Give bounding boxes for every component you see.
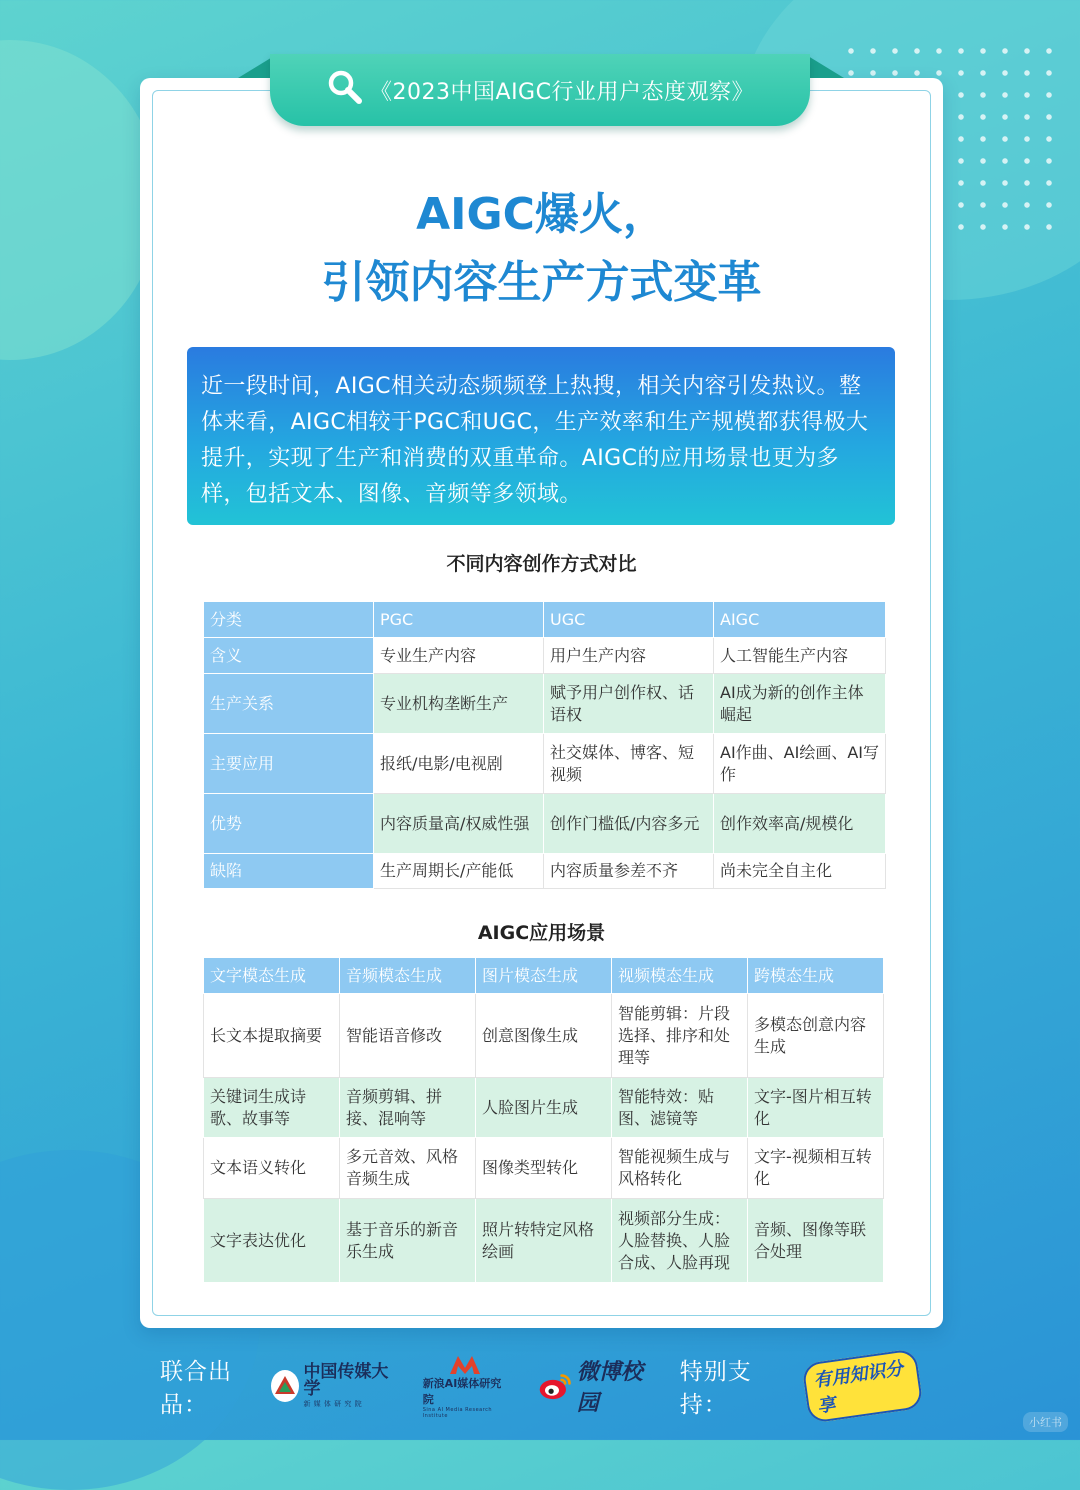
background-blob [0,40,160,360]
header-ribbon [270,54,810,126]
column-header: 文字模态生成 [204,958,340,994]
table-cell: 多模态创意内容生成 [748,994,884,1078]
table-cell: 文字表达优化 [204,1199,340,1283]
table-cell: 创作效率高/规模化 [714,794,886,854]
sina-mark-icon [448,1354,482,1374]
table-cell: 智能语音修改 [340,994,476,1078]
table-cell: AI成为新的创作主体崛起 [714,674,886,734]
column-header: 视频模态生成 [612,958,748,994]
table-cell: 尚未完全自主化 [714,854,886,889]
share-logo: 有用知识分享 [802,1348,924,1423]
weibo-name: 微博校园 [576,1360,643,1416]
headline-line-2: 引领内容生产方式变革 [321,257,762,308]
table-row [204,734,886,794]
weibo-icon [538,1369,573,1403]
table-row [204,638,886,674]
table-row [204,794,886,854]
table-cell: 人工智能生产内容 [714,638,886,674]
table-cell: 基于音乐的新音乐生成 [340,1199,476,1283]
table-cell: 文字-视频相互转化 [748,1138,884,1199]
watermark: 小红书 [1023,1412,1068,1432]
table-cell: 专业机构垄断生产 [374,674,544,734]
table-cell: 生产周期长/产能低 [374,854,544,889]
table-header-row [204,602,886,638]
column-header: UGC [544,602,714,638]
table-cell: 智能特效：贴图、滤镜等 [612,1078,748,1138]
comparison-title: 不同内容创作方式对比 [446,553,637,575]
row-header: 生产关系 [204,674,374,734]
cuc-emblem-icon [271,1370,299,1402]
intro-paragraph: 近一段时间，AIGC相关动态频频登上热搜，相关内容引发热议。整体来看，AIGC相较于PGC和UGC，生产效率和生产规模都获得极大提升，实现了生产和消费的双重革命。AIGC的应用场景也更为多样，包括文本、图像、音频等多领域。 [187,347,895,525]
table-cell: 多元音效、风格音频生成 [340,1138,476,1199]
cuc-name: 中国传媒大学 [303,1362,389,1399]
table-cell: 照片转特定风格绘画 [476,1199,612,1283]
scenarios-title: AIGC应用场景 [477,922,606,944]
table-row [204,1138,884,1199]
table-cell: 智能视频生成与风格转化 [612,1138,748,1199]
sina-subtitle: Sina AI Media Research Institute [422,1406,493,1419]
weibo-campus-logo [538,1355,654,1417]
special-support-label: 特别支持： [679,1359,752,1418]
table-cell: 创作门槛低/内容多元 [544,794,714,854]
table-row [204,1199,884,1283]
column-header: 分类 [204,602,374,638]
table-cell: 智能剪辑：片段选择、排序和处理等 [612,994,748,1078]
table-cell: 内容质量参差不齐 [544,854,714,889]
column-header: 跨模态生成 [748,958,884,994]
headline-line-1: AIGC爆火， [416,189,667,240]
table-cell: 人脸图片生成 [476,1078,612,1138]
cuc-logo [271,1364,392,1408]
column-header: AIGC [714,602,886,638]
comparison-table [203,601,886,889]
sina-ai-logo [423,1354,508,1419]
report-title: 《2023中国AIGC行业用户态度观察》 [370,79,754,105]
cuc-subtitle: 新 媒 体 研 究 院 [303,1400,363,1408]
column-header: 音频模态生成 [340,958,476,994]
table-row [204,854,886,889]
table-cell: 社交媒体、博客、短视频 [544,734,714,794]
table-cell: 图像类型转化 [476,1138,612,1199]
table-cell: 用户生产内容 [544,638,714,674]
table-cell: 视频部分生成：人脸替换、人脸合成、人脸再现 [612,1199,748,1283]
table-row [204,1078,884,1138]
produced-by-label: 联合出品： [160,1359,232,1418]
footer [160,1358,920,1419]
row-header: 主要应用 [204,734,374,794]
table-cell: 专业生产内容 [374,638,544,674]
column-header: PGC [374,602,544,638]
table-cell: 创意图像生成 [476,994,612,1078]
table-cell: 长文本提取摘要 [204,994,340,1078]
search-icon [326,68,364,112]
table-cell: 报纸/电影/电视剧 [374,734,544,794]
scenarios-table [203,957,884,1283]
table-cell: 内容质量高/权威性强 [374,794,544,854]
table-cell: 音频、图像等联合处理 [748,1199,884,1283]
ribbon-fold-left [238,56,274,78]
table-cell: AI作曲、AI绘画、AI写作 [714,734,886,794]
table-cell: 关键词生成诗歌、故事等 [204,1078,340,1138]
table-cell: 音频剪辑、拼接、混响等 [340,1078,476,1138]
table-header-row [204,958,884,994]
row-header: 优势 [204,794,374,854]
sina-name: 新浪AI媒体研究院 [422,1376,502,1406]
table-cell: 赋予用户创作权、话语权 [544,674,714,734]
table-row [204,674,886,734]
ribbon-fold-right [808,56,844,78]
row-header: 含义 [204,638,374,674]
column-header: 图片模态生成 [476,958,612,994]
table-cell: 文字-图片相互转化 [748,1078,884,1138]
table-cell: 文本语义转化 [204,1138,340,1199]
row-header: 缺陷 [204,854,374,889]
table-row [204,994,884,1078]
